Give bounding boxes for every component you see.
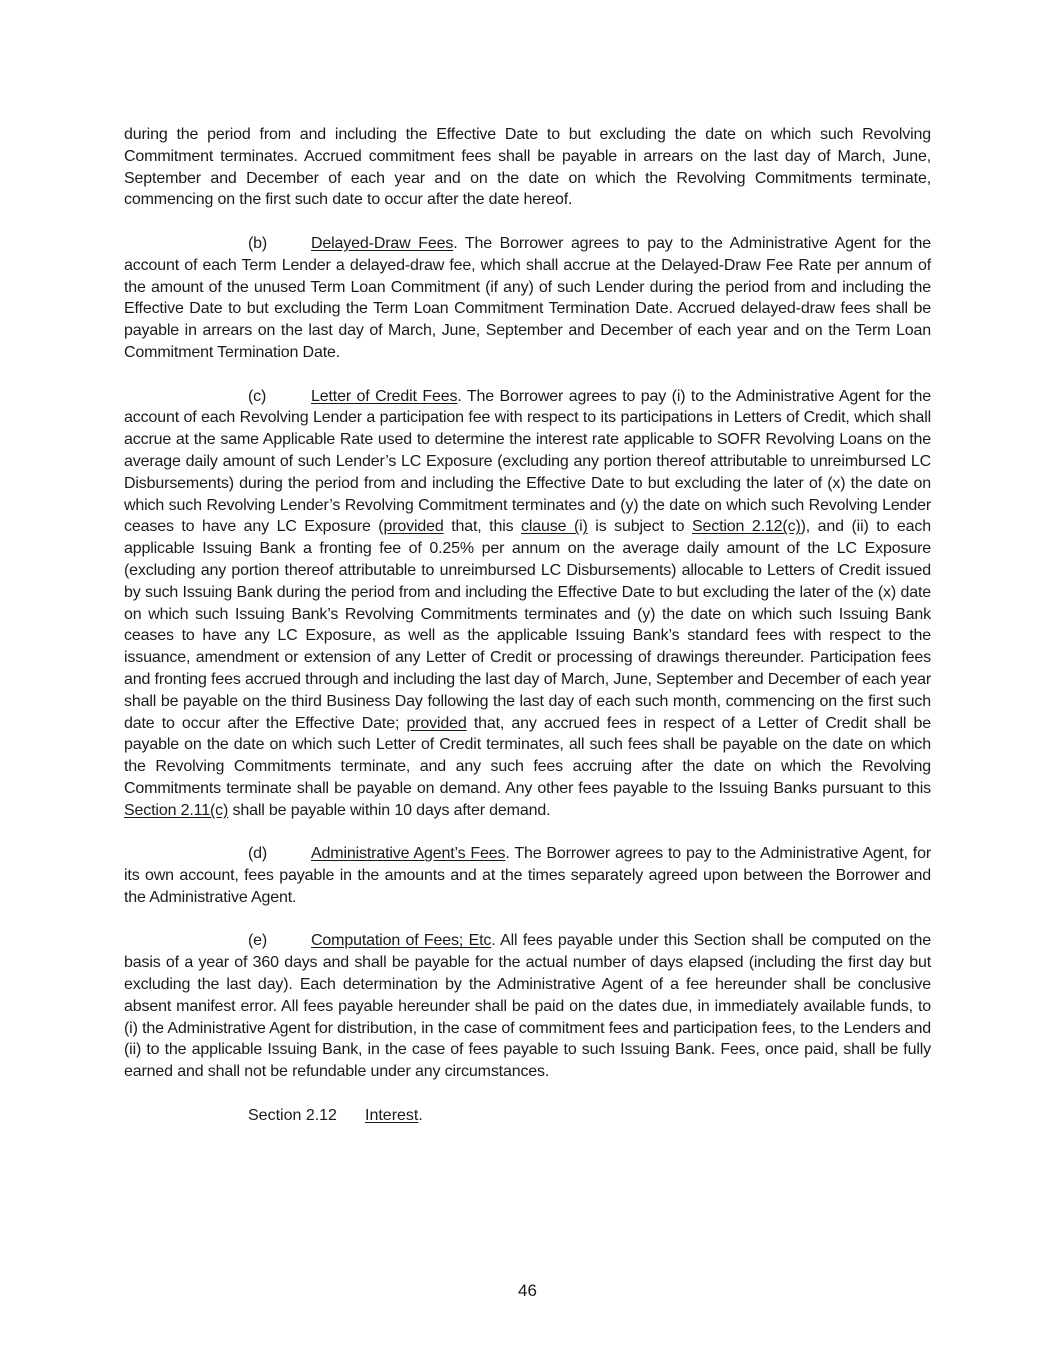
paragraph-b-marker: (b): [248, 234, 268, 252]
paragraph-c-text-1: . The Borrower agrees to pay (i) to the Administrative Agent for the account of each Revolving Lender a participation fee with respect to its participations in Letters of Credit, which shall accrue at the same Applicable Rate used to determine the interest rate applicable to SOFR Revolving Loans on the average daily amount of such Lender’s LC Exposure (excluding any portion thereof attributable to unreimbursed LC Disbursements) during the period from and including the Effective Date to but excluding the later of (x) the date on which such Revolving Lender’s Revolving Commitment terminates and (y) the date on which such Revolving Lender ceases to have any LC Exposure (: [124, 387, 931, 536]
paragraph-d-heading: Administrative Agent’s Fees: [311, 845, 506, 863]
page-number: 46: [518, 1281, 537, 1300]
paragraph-gap: [124, 364, 931, 386]
clause-reference: clause (i): [521, 518, 588, 536]
section-title-period: .: [418, 1106, 423, 1124]
paragraph-gap: [124, 211, 931, 233]
paragraph-a-continued: [124, 124, 931, 211]
provided-term-1: provided: [383, 518, 444, 536]
paragraph-d-text: . The Borrower agrees to pay to the Administrative Agent, for its own account, fees payable in the amounts and at the times separately agreed upon between the Borrower and the Administrative Agent.: [124, 845, 931, 906]
paragraph-d-marker: (d): [248, 845, 268, 863]
paragraph-e-marker: (e): [248, 932, 268, 950]
paragraph-c-text-4: ), and (ii) to each applicable Issuing Bank a fronting fee of 0.25% per annum on the average daily amount of the LC Exposure (excluding any portion thereof attributable to unreimbursed LC Disbursements) allocable to Letters of Credit issued by such Issuing Bank during the period from and including the Effective Date to but excluding the later of the (x) date on which such Issuing Bank’s Revolving Commitments terminates and (y) the date on which such Issuing Bank ceases to have any LC Exposure, as well as the applicable Issuing Bank’s standard fees with respect to the issuance, amendment or extension of any Letter of Credit or processing of drawings thereunder. Participation fees and fronting fees accrued through and including the last day of March, June, September and December of each year shall be payable on the third Business Day following the last day of each such month, commencing on the first such date to occur after the Effective Date;: [124, 518, 931, 732]
section-reference-2-11c: Section 2.11(c): [124, 801, 229, 819]
document-page: [124, 124, 931, 1127]
paragraph-c-text-5: that, any accrued fees in respect of a Letter of Credit shall be payable on the date on which such Letter of Credit terminates, all such fees shall be payable on the date on which the Revolving Commitments terminate, and any such fees accruing after the date on which the Revolving Commitments terminate shall be payable on demand. Any other fees payable to the Issuing Banks pursuant to this: [124, 714, 931, 797]
paragraph-b-text: . The Borrower agrees to pay to the Administrative Agent for the account of each Term Lender a delayed-draw fee, which shall accrue at the Delayed-Draw Fee Rate per annum of the amount of the unused Term Loan Commitment (if any) of such Lender during the period from and including the Effective Date to but excluding the Term Loan Commitment Termination Date. Accrued delayed-draw fees shall be payable in arrears on the last day of March, June, September and December of each year and on the Term Loan Commitment Termination Date.: [124, 234, 931, 361]
paragraph-gap: [124, 822, 931, 844]
paragraph-a-text: during the period from and including the Effective Date to but excluding the date on which such Revolving Commitment terminates. Accrued commitment fees shall be payable in arrears on the last day of March, June, September and December of each year and on the date on which the Revolving Commitments terminate, commencing on the first such date to occur after the date hereof.: [124, 126, 931, 209]
paragraph-c-text-6: shall be payable within 10 days after demand.: [228, 801, 551, 819]
paragraph-e-heading: Computation of Fees; Etc: [311, 932, 492, 950]
paragraph-b-heading: Delayed-Draw Fees: [311, 234, 454, 252]
paragraph-gap: [124, 1083, 931, 1105]
paragraph-gap: [124, 909, 931, 931]
paragraph-c-heading: Letter of Credit Fees: [311, 387, 458, 405]
paragraph-c-marker: (c): [248, 387, 267, 405]
paragraph-d: [124, 843, 931, 908]
provided-term-2: provided: [406, 714, 467, 732]
section-number: Section 2.12: [248, 1106, 337, 1124]
section-heading: [124, 1105, 931, 1127]
paragraph-b: [124, 233, 931, 364]
paragraph-c-text-2: that, this: [443, 518, 522, 536]
paragraph-e: [124, 930, 931, 1083]
paragraph-c: [124, 386, 931, 822]
section-reference-2-12c: Section 2.12(c): [691, 518, 801, 536]
section-title: Interest: [365, 1106, 419, 1124]
paragraph-c-text-3: is subject to: [587, 518, 692, 536]
paragraph-e-text: . All fees payable under this Section shall be computed on the basis of a year of 360 days and shall be payable for the actual number of days elapsed (including the first day but excluding the last day). Each determination by the Administrative Agent of a fee hereunder shall be conclusive absent manifest error. All fees payable hereunder shall be paid on the dates due, in immediately available funds, to (i) the Administrative Agent for distribution, in the case of commitment fees and participation fees, to the Lenders and (ii) to the applicable Issuing Bank, in the case of fees payable to such Issuing Bank. Fees, once paid, shall be fully earned and shall not be refundable under any circumstances.: [124, 932, 931, 1081]
